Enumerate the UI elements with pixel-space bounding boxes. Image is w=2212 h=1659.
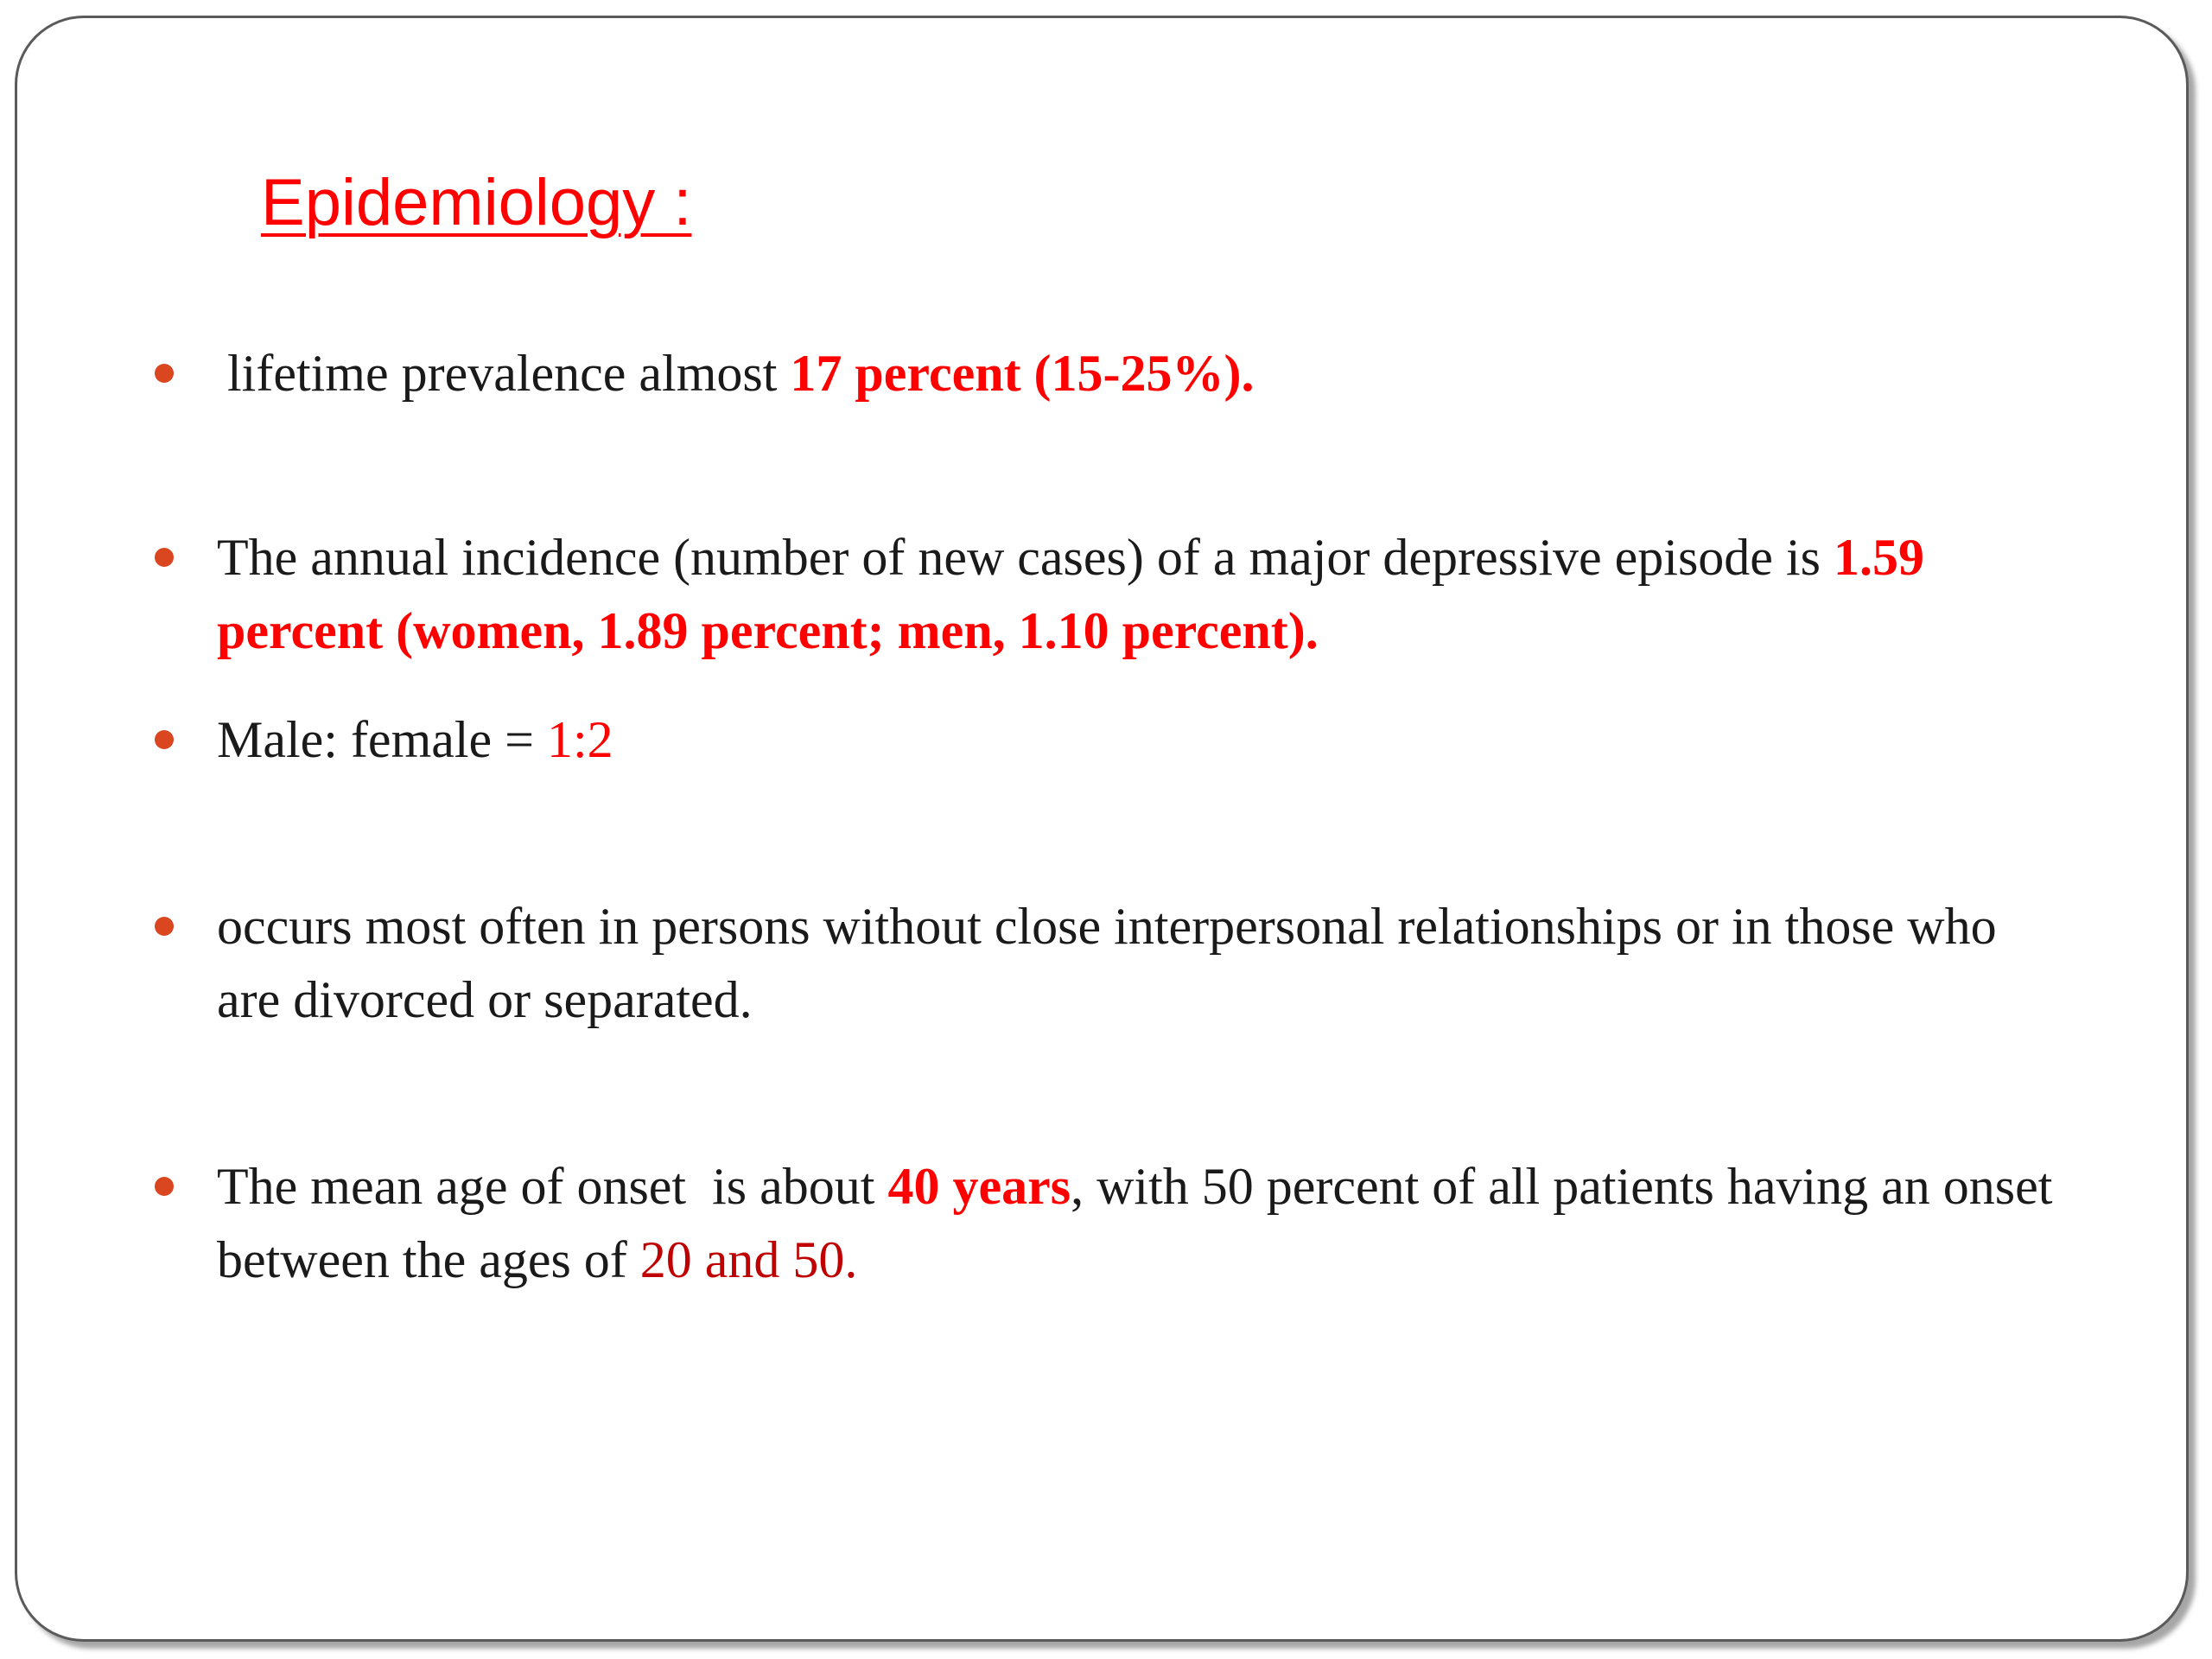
bullet-highlight: 40 years <box>887 1158 1071 1215</box>
bullet-highlight: 20 and 50. <box>639 1231 858 1288</box>
bullet-highlight: 1:2 <box>547 711 613 768</box>
bullet-highlight: 1.59 percent (women, 1.89 percent; men, 1.10 percent). <box>217 529 1937 659</box>
bullet-text <box>217 1150 2066 1297</box>
bullet-plain-text: occurs most often in persons without close interpersonal relationships or in those who are divorced or separated. <box>217 898 2010 1028</box>
bullet-dot-icon <box>155 548 174 567</box>
bullet-plain-text: , with 50 percent of all patients having an onset between the ages of <box>217 1158 2066 1288</box>
bullet-text <box>217 521 2066 668</box>
bullet-text <box>214 337 2063 410</box>
bullet-plain-text: The mean age of onset is about <box>217 1158 888 1215</box>
bullet-dot-icon <box>155 917 174 936</box>
bullet-dot-icon <box>155 730 174 749</box>
bullet-dot-icon <box>155 1177 174 1196</box>
bullet-text <box>217 703 2066 777</box>
bullet-highlight: 17 percent (15-25%). <box>790 345 1255 402</box>
slide-title: Epidemiology : <box>261 166 692 239</box>
bullet-plain-text: The annual incidence (number of new cases) of a major depressive episode is <box>217 529 1834 586</box>
slide-frame <box>15 16 2189 1642</box>
bullet-dot-icon <box>155 364 174 383</box>
bullet-plain-text: lifetime prevalence almost <box>214 345 791 402</box>
bullet-plain-text: Male: female = <box>217 711 548 768</box>
bullet-text <box>217 890 2066 1037</box>
